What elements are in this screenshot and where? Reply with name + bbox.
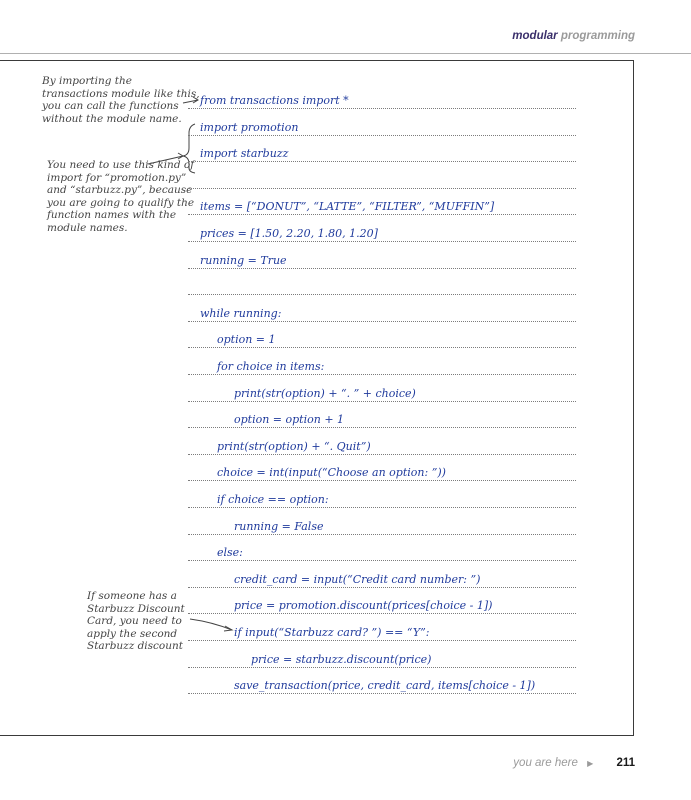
annotation-line: and “starbuzz.py”, because bbox=[47, 184, 193, 196]
page-footer bbox=[513, 757, 635, 769]
header-keyword: modular bbox=[512, 30, 558, 42]
page-header bbox=[512, 30, 635, 42]
annotation-line: By importing the bbox=[42, 75, 132, 87]
annotation-import-note bbox=[42, 75, 200, 125]
code-line bbox=[188, 135, 576, 162]
annotation-line: transactions module like this, bbox=[42, 87, 200, 100]
code-text: print(str(option) + “. Quit”) bbox=[217, 439, 371, 453]
code-text: prices = [1.50, 2.20, 1.80, 1.20] bbox=[200, 227, 378, 240]
code-text: import promotion bbox=[200, 120, 299, 134]
code-text: from transactions import * bbox=[200, 94, 349, 107]
code-text: import starbuzz bbox=[200, 147, 289, 161]
annotation-qualify-note bbox=[47, 159, 194, 234]
annotation-line: you can call the functions bbox=[42, 100, 179, 112]
annotation-line: If someone has a bbox=[87, 590, 177, 602]
code-line bbox=[188, 454, 576, 481]
code-line bbox=[188, 109, 576, 136]
code-text: credit_card = input(“Credit card number: ”) bbox=[234, 572, 481, 586]
you-are-here-label: you are here bbox=[513, 757, 578, 769]
code-line bbox=[188, 268, 576, 295]
header-rest: programming bbox=[560, 30, 635, 42]
annotation-discount-note bbox=[87, 590, 185, 653]
code-line bbox=[188, 401, 576, 428]
code-text: else: bbox=[217, 546, 243, 560]
code-line bbox=[188, 481, 576, 508]
code-text: price = promotion.discount(prices[choice - 1]) bbox=[234, 599, 493, 613]
code-line bbox=[188, 348, 576, 375]
code-line bbox=[188, 375, 576, 402]
code-line bbox=[188, 428, 576, 455]
code-text: print(str(option) + “. ” + choice) bbox=[234, 386, 416, 400]
annotation-line: function names with the bbox=[47, 209, 177, 221]
code-text: choice = int(input(“Choose an option: ”)) bbox=[217, 466, 446, 480]
code-text: price = starbuzz.discount(price) bbox=[251, 652, 432, 666]
code-line bbox=[188, 242, 576, 269]
triangle-right-icon: ▶ bbox=[587, 759, 594, 768]
code-text: for choice in items: bbox=[217, 360, 325, 373]
code-text: option = 1 bbox=[217, 333, 276, 347]
code-line bbox=[188, 561, 576, 588]
code-text: while running: bbox=[200, 306, 282, 320]
code-text: option = option + 1 bbox=[234, 413, 345, 427]
annotation-line: Starbuzz discount bbox=[87, 640, 183, 652]
code-text: items = [“DONUT”, “LATTE”, “FILTER”, “MUFFIN”] bbox=[200, 200, 495, 214]
page-number: 211 bbox=[616, 757, 635, 769]
code-text: save_transaction(price, credit_card, items[choice - 1]) bbox=[234, 679, 536, 693]
code-text: running = True bbox=[200, 253, 287, 267]
code-line bbox=[188, 534, 576, 561]
code-line bbox=[188, 215, 576, 242]
annotation-line: import for “promotion.py” bbox=[47, 171, 187, 184]
code-line bbox=[188, 82, 576, 109]
header-rule bbox=[0, 53, 691, 54]
code-text: if choice == option: bbox=[217, 493, 329, 506]
code-line bbox=[188, 188, 576, 215]
annotation-line: Card, you need to bbox=[87, 615, 182, 627]
annotation-line: Starbuzz Discount bbox=[87, 602, 185, 615]
code-line bbox=[188, 641, 576, 668]
code-line bbox=[188, 587, 576, 614]
code-line bbox=[188, 508, 576, 535]
annotation-line: you are going to qualify the bbox=[47, 196, 195, 209]
annotation-line: apply the second bbox=[87, 627, 178, 640]
annotation-line: module names. bbox=[47, 221, 128, 234]
annotation-line: without the module name. bbox=[42, 112, 182, 125]
code-line bbox=[188, 614, 576, 641]
code-text: running = False bbox=[234, 519, 324, 533]
code-line bbox=[188, 667, 576, 694]
code-line bbox=[188, 162, 576, 189]
code-text: if input(“Starbuzz card? ”) == “Y”: bbox=[234, 626, 430, 639]
annotation-line: You need to use this kind of bbox=[47, 159, 195, 171]
code-line bbox=[188, 321, 576, 348]
code-line bbox=[188, 295, 576, 322]
